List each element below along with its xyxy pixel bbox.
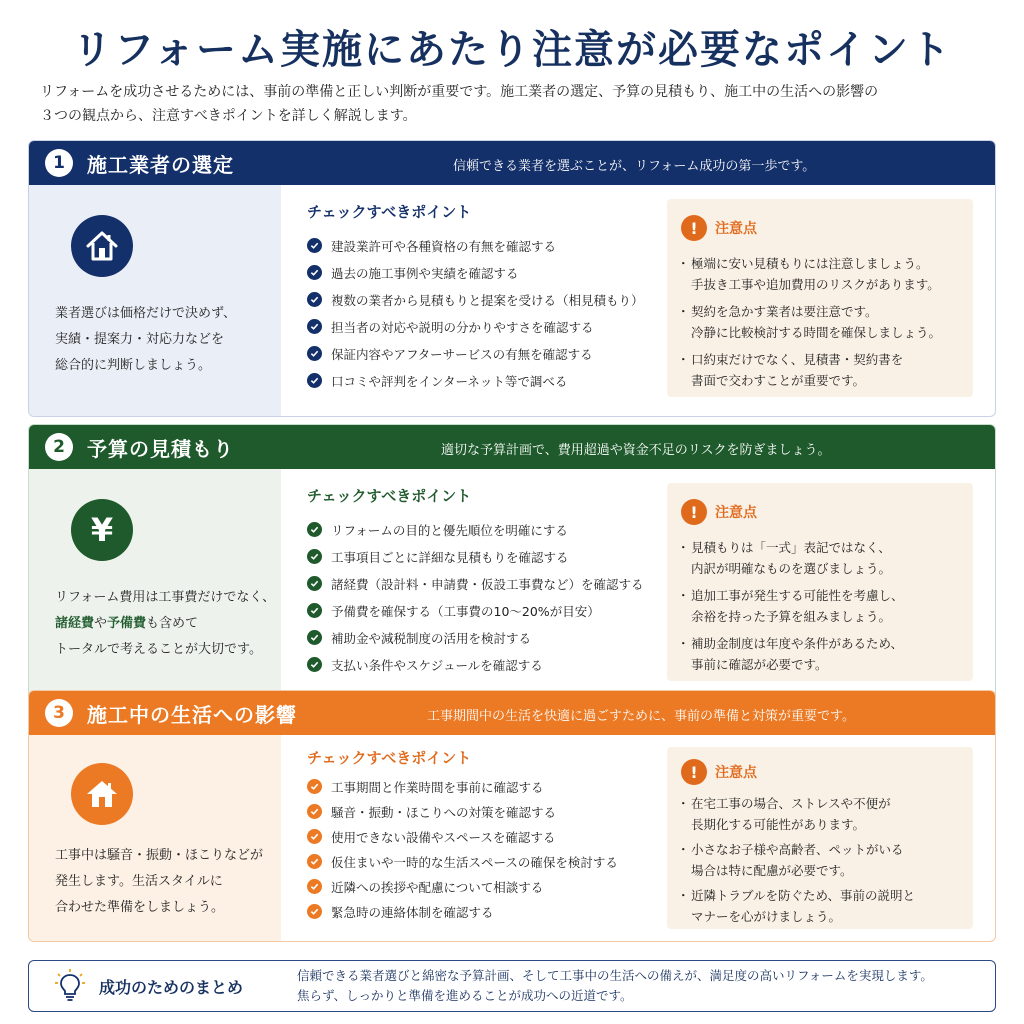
checklist-text: 予備費を確保する（工事費の10〜20%が目安） xyxy=(331,603,600,619)
checklist-item xyxy=(307,624,667,651)
checklist-item xyxy=(307,367,667,394)
section-budget xyxy=(28,424,996,701)
checklist-text: 騒音・振動・ほこりへの対策を確認する xyxy=(331,804,557,820)
section-body xyxy=(29,469,995,700)
check-icon xyxy=(307,603,322,618)
summary-fragment: も含めて xyxy=(146,616,199,631)
caution-line: ・ 契約を急かす業者は要注意です。 xyxy=(691,304,878,319)
check-icon xyxy=(307,373,322,388)
checklist-text: 保証内容やアフターサービスの有無を確認する xyxy=(331,346,593,362)
checklist-title: チェックすべきポイント xyxy=(307,749,472,767)
caution-line: ・ 在宅工事の場合、ストレスや不便が xyxy=(691,796,891,811)
checklist xyxy=(307,201,667,394)
summary-line xyxy=(55,611,281,637)
section-number: 2 xyxy=(45,433,73,461)
caution-line: ・ 追加工事が発生する可能性を考慮し、 xyxy=(691,588,904,603)
caution-item xyxy=(681,633,973,675)
caution-title: 注意点 xyxy=(715,765,757,781)
section-header xyxy=(29,141,995,185)
section-number: 1 xyxy=(45,149,73,177)
checklist-text: 工事項目ごとに詳細な見積もりを確認する xyxy=(331,549,569,565)
checklist-item xyxy=(307,597,667,624)
summary-line: 工事中は騒音・振動・ほこりなどが xyxy=(55,848,264,863)
section-header xyxy=(29,691,995,735)
checklist-item xyxy=(307,259,667,286)
checklist-item xyxy=(307,651,667,678)
summary-line: 合わせた準備をしましょう。 xyxy=(55,900,225,915)
checklist-text: 仮住まいや一時的な生活スペースの確保を検討する xyxy=(331,854,618,870)
section-subtitle: 信頼できる業者を選ぶことが、リフォーム成功の第一歩です。 xyxy=(453,159,816,174)
section-summary-panel xyxy=(29,185,281,416)
summary-line: 発生します。生活スタイルに xyxy=(55,874,223,889)
checklist-item xyxy=(307,340,667,367)
yen-icon: ¥ xyxy=(71,499,133,561)
caution-line: 場合は特に配慮が必要です。 xyxy=(691,863,853,878)
caution-box xyxy=(667,483,973,681)
check-icon xyxy=(307,238,322,253)
caution-line: ・ 口約束だけでなく、見積書・契約書を xyxy=(691,352,904,367)
caution-title: 注意点 xyxy=(715,505,757,521)
caution-line: ・ 近隣トラブルを防ぐため、事前の説明と xyxy=(691,888,916,903)
section-title: 予算の見積もり xyxy=(87,436,234,461)
checklist-text: リフォームの目的と優先順位を明確にする xyxy=(331,522,568,538)
check-icon xyxy=(307,779,322,794)
summary-box xyxy=(28,960,996,1012)
checklist-item xyxy=(307,799,667,824)
check-icon xyxy=(307,829,322,844)
summary-line: 総合的に判断しましょう。 xyxy=(55,358,212,373)
caution-box xyxy=(667,747,973,929)
house-icon xyxy=(71,215,133,277)
caution-line: マナーを心がけましょう。 xyxy=(691,909,842,924)
section-living-impact xyxy=(28,690,996,942)
checklist-item xyxy=(307,824,667,849)
checklist-item xyxy=(307,543,667,570)
caution-line: 手抜き工事や追加費用のリスクがあります。 xyxy=(691,277,940,292)
caution-item xyxy=(681,585,973,627)
caution-item xyxy=(681,349,973,391)
caution-header xyxy=(681,759,973,785)
summary-title: 成功のためのまとめ xyxy=(99,977,244,997)
section-body xyxy=(29,735,995,941)
section-contractor xyxy=(28,140,996,417)
section-summary-text xyxy=(55,585,281,663)
caution-title: 注意点 xyxy=(715,221,757,237)
summary-text-line: 焦らず、しっかりと準備を進めることが成功への近道です。 xyxy=(297,988,633,1003)
checklist-text: 工事期間と作業時間を事前に確認する xyxy=(331,779,544,795)
caution-line: 余裕を持った予算を組みましょう。 xyxy=(691,609,892,624)
checklist xyxy=(307,747,667,924)
checklist-text: 支払い条件やスケジュールを確認する xyxy=(331,657,543,673)
intro-line: リフォームを成功させるためには、事前の準備と正しい判断が重要です。施工業者の選定、予算の見積もり、施工中の生活への影響の xyxy=(40,84,879,100)
section-number: 3 xyxy=(45,699,73,727)
check-icon xyxy=(307,904,322,919)
caution-item xyxy=(681,793,973,835)
checklist-item xyxy=(307,286,667,313)
checklist xyxy=(307,485,667,678)
checklist-text: 補助金や減税制度の活用を検討する xyxy=(331,630,532,646)
section-subtitle: 工事期間中の生活を快適に過ごすために、事前の準備と対策が重要です。 xyxy=(427,709,855,724)
highlight-term: 諸経費 xyxy=(55,616,95,631)
caution-item xyxy=(681,537,973,579)
check-icon xyxy=(307,346,322,361)
section-header xyxy=(29,425,995,469)
check-icon xyxy=(307,576,322,591)
summary-text xyxy=(297,966,933,1006)
checklist-text: 使用できない設備やスペースを確認する xyxy=(331,829,556,845)
check-icon xyxy=(307,804,322,819)
check-icon xyxy=(307,630,322,645)
exclamation-icon: ! xyxy=(681,215,707,241)
page-title: リフォーム実施にあたり注意が必要なポイント xyxy=(72,27,952,73)
checklist-text: 建設業許可や各種資格の有無を確認する xyxy=(331,238,557,254)
caution-line: 書面で交わすことが重要です。 xyxy=(691,373,866,388)
check-icon xyxy=(307,522,322,537)
checklist-item xyxy=(307,774,667,799)
checklist-title: チェックすべきポイント xyxy=(307,203,472,221)
caution-item xyxy=(681,253,973,295)
section-title: 施工業者の選定 xyxy=(87,152,234,177)
home-icon xyxy=(71,763,133,825)
caution-line: 事前に確認が必要です。 xyxy=(691,657,828,672)
section-summary-panel xyxy=(29,469,281,700)
checklist-text: 口コミや評判をインターネット等で調べる xyxy=(331,373,568,389)
caution-header xyxy=(681,499,973,525)
check-icon xyxy=(307,854,322,869)
checklist-item xyxy=(307,899,667,924)
check-icon xyxy=(307,292,322,307)
caution-line: 冷静に比較検討する時間を確保しましょう。 xyxy=(691,325,942,340)
checklist-text: 緊急時の連絡体制を確認する xyxy=(331,904,494,920)
caution-line: ・ 補助金制度は年度や条件があるため、 xyxy=(691,636,904,651)
exclamation-icon: ! xyxy=(681,499,707,525)
exclamation-icon: ! xyxy=(681,759,707,785)
checklist-text: 過去の施工事例や実績を確認する xyxy=(331,265,519,281)
caution-line: ・ 小さなお子様や高齢者、ペットがいる xyxy=(691,842,904,857)
section-title: 施工中の生活への影響 xyxy=(87,702,297,727)
checklist-text: 諸経費（設計料・申請費・仮設工事費など）を確認する xyxy=(331,576,644,592)
summary-text-line: 信頼できる業者選びと綿密な予算計画、そして工事中の生活への備えが、満足度の高いリフォームを実現します。 xyxy=(297,968,933,983)
checklist-title: チェックすべきポイント xyxy=(307,487,472,505)
section-summary-text xyxy=(55,301,281,379)
lightbulb-icon xyxy=(53,969,87,1003)
checklist-text: 担当者の対応や説明の分かりやすさを確認する xyxy=(331,319,594,335)
checklist-text: 近隣への挨拶や配慮について相談する xyxy=(331,879,544,895)
summary-line: 実績・提案力・対応力などを xyxy=(55,332,225,347)
checklist-item xyxy=(307,313,667,340)
checklist-item xyxy=(307,849,667,874)
check-icon xyxy=(307,657,322,672)
caution-line: ・ 見積もりは「一式」表記ではなく、 xyxy=(691,540,891,555)
checklist-item xyxy=(307,232,667,259)
summary-line: 業者選びは価格だけで決めず、 xyxy=(55,306,236,321)
caution-item xyxy=(681,301,973,343)
check-icon xyxy=(307,879,322,894)
check-icon xyxy=(307,319,322,334)
checklist-item xyxy=(307,874,667,899)
caution-box xyxy=(667,199,973,397)
check-icon xyxy=(307,265,322,280)
intro-line: ３つの観点から、注意すべきポイントを詳しく解説します。 xyxy=(40,108,417,124)
checklist-text: 複数の業者から見積もりと提案を受ける（相見積もり） xyxy=(331,292,644,308)
caution-header xyxy=(681,215,973,241)
caution-line: 長期化する可能性があります。 xyxy=(691,817,866,832)
checklist-item xyxy=(307,516,667,543)
section-body xyxy=(29,185,995,416)
caution-line: ・ 極端に安い見積もりには注意しましょう。 xyxy=(691,256,929,271)
intro-text xyxy=(40,80,990,128)
caution-line: 内訳が明確なものを選びましょう。 xyxy=(691,561,892,576)
summary-line: トータルで考えることが大切です。 xyxy=(55,642,262,657)
summary-fragment: や xyxy=(94,616,108,631)
summary-line: リフォーム費用は工事費だけでなく、 xyxy=(55,590,276,605)
highlight-term: 予備費 xyxy=(107,616,147,631)
section-summary-panel xyxy=(29,735,281,941)
check-icon xyxy=(307,549,322,564)
caution-item xyxy=(681,839,973,881)
checklist-item xyxy=(307,570,667,597)
section-summary-text xyxy=(55,843,281,921)
section-subtitle: 適切な予算計画で、費用超過や資金不足のリスクを防ぎましょう。 xyxy=(441,443,831,458)
caution-item xyxy=(681,885,973,927)
